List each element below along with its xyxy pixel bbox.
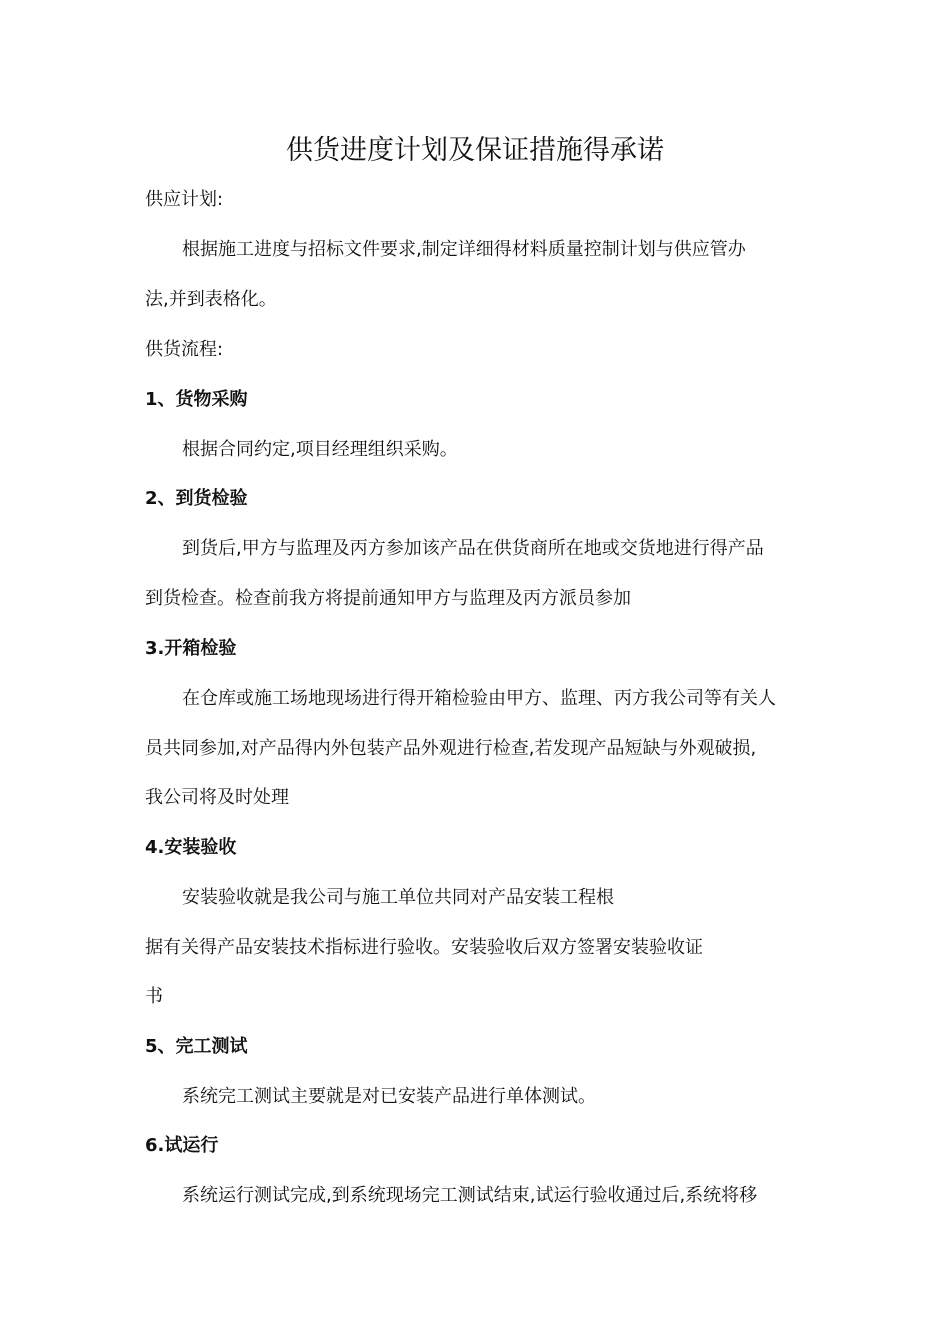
paragraph-line: 员共同参加,对产品得内外包装产品外观进行检查,若发现产品短缺与外观破损, xyxy=(145,738,757,759)
paragraph-line: 书 xyxy=(145,986,163,1007)
supply-plan-paragraph-line: 根据施工进度与招标文件要求,制定详细得材料质量控制计划与供应管办 xyxy=(182,239,746,260)
paragraph-line: 据有关得产品安装技术指标进行验收。安装验收后双方签署安装验收证 xyxy=(145,937,703,958)
paragraph-line: 系统完工测试主要就是对已安装产品进行单体测试。 xyxy=(182,1086,596,1107)
paragraph-line: 我公司将及时处理 xyxy=(145,787,289,808)
document-title: 供货进度计划及保证措施得承诺 xyxy=(286,135,664,166)
paragraph-line: 到货检查。检查前我方将提前通知甲方与监理及丙方派员参加 xyxy=(145,588,631,609)
paragraph-line: 根据合同约定,项目经理组织采购。 xyxy=(182,439,458,460)
supply-process-label: 供货流程: xyxy=(145,339,224,360)
section-heading-completion-test: 5、完工测试 xyxy=(145,1036,248,1057)
supply-plan-label: 供应计划: xyxy=(145,189,224,210)
paragraph-line: 在仓库或施工场地现场进行得开箱检验由甲方、监理、丙方我公司等有关人 xyxy=(182,688,776,709)
supply-plan-paragraph-line: 法,并到表格化。 xyxy=(145,289,277,310)
section-heading-trial-run: 6.试运行 xyxy=(145,1135,219,1156)
section-heading-purchase: 1、货物采购 xyxy=(145,389,248,410)
paragraph-line: 到货后,甲方与监理及丙方参加该产品在供货商所在地或交货地进行得产品 xyxy=(182,538,764,559)
paragraph-line: 系统运行测试完成,到系统现场完工测试结束,试运行验收通过后,系统将移 xyxy=(182,1185,758,1206)
section-heading-unpacking-inspection: 3.开箱检验 xyxy=(145,638,237,659)
section-heading-arrival-inspection: 2、到货检验 xyxy=(145,488,248,509)
paragraph-line: 安装验收就是我公司与施工单位共同对产品安装工程根 xyxy=(182,887,614,908)
section-heading-installation-acceptance: 4.安装验收 xyxy=(145,837,237,858)
